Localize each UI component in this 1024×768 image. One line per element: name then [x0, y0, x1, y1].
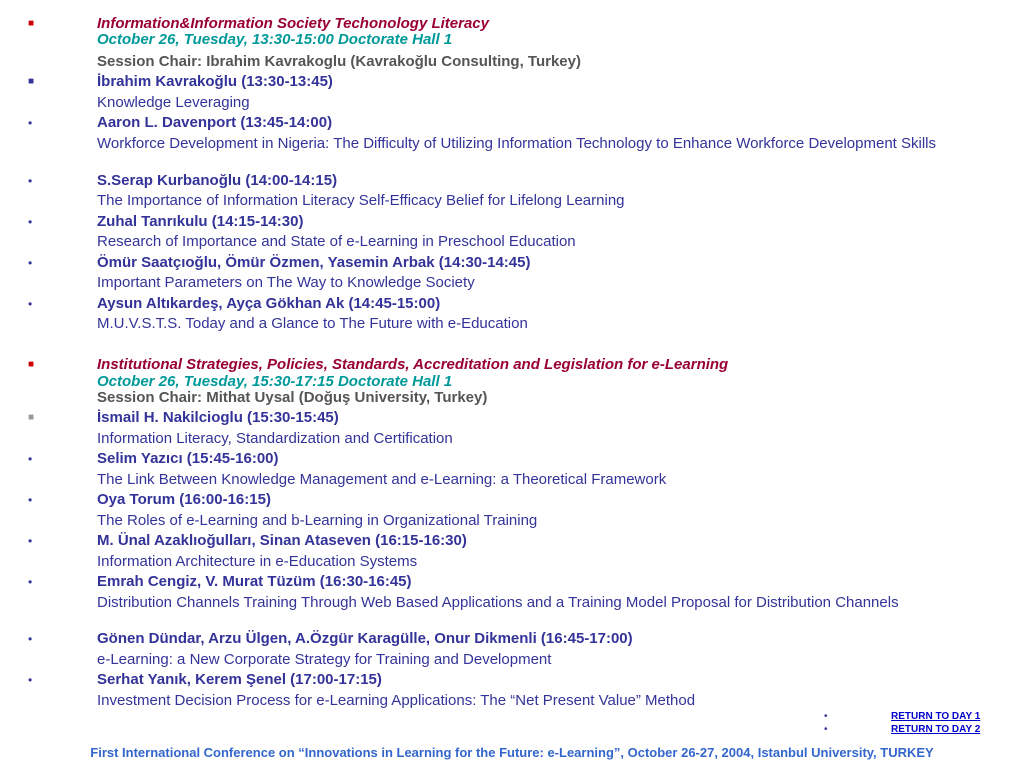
paper-title: Investment Decision Process for e-Learning Applications: The “Net Present Value” Method — [97, 692, 696, 709]
speaker: Aaron L. Davenport (13:45-14:00) — [97, 114, 333, 131]
speaker: M. Ünal Azaklıoğulları, Sinan Ataseven (16:15-16:30) — [97, 532, 467, 549]
paper-title: Important Parameters on The Way to Knowledge Society — [97, 274, 475, 291]
speaker: S.Serap Kurbanoğlu (14:00-14:15) — [97, 172, 338, 189]
paper-title: Workforce Development in Nigeria: The Difficulty of Utilizing Information Technology to Enhance Workforce Development Skills — [97, 135, 936, 152]
speaker: İbrahim Kavrakoğlu (13:30-13:45) — [97, 73, 333, 90]
bullet-icon: • — [28, 215, 33, 229]
speaker-bullet-icon: ■ — [28, 412, 35, 423]
paper-title: The Importance of Information Literacy Self-Efficacy Belief for Lifelong Learning — [97, 192, 625, 209]
paper-title: The Link Between Knowledge Management and e-Learning: a Theoretical Framework — [97, 471, 667, 488]
bullet-icon: • — [28, 575, 33, 589]
session-title: Institutional Strategies, Policies, Standards, Accreditation and Legislation for e-Learning — [97, 356, 729, 373]
session-bullet-icon: ■ — [28, 18, 35, 29]
bullet-icon: • — [28, 673, 33, 687]
speaker: İsmail H. Nakilcioglu (15:30-15:45) — [97, 409, 339, 426]
session-title: Information&Information Society Techonology Literacy — [97, 15, 489, 32]
session-chair: Session Chair: Ibrahim Kavrakoglu (Kavrakoğlu Consulting, Turkey) — [97, 53, 581, 70]
speaker: Zuhal Tanrıkulu (14:15-14:30) — [97, 213, 304, 230]
bullet-icon: • — [28, 493, 33, 507]
speaker: Gönen Dündar, Arzu Ülgen, A.Özgür Karagülle, Onur Dikmenli (16:45-17:00) — [97, 630, 633, 647]
session-date: October 26, Tuesday, 15:30-17:15 Doctorate Hall 1 — [97, 373, 453, 390]
speaker: Ömür Saatçıoğlu, Ömür Özmen, Yasemin Arbak (14:30-14:45) — [97, 254, 531, 271]
speaker: Aysun Altıkardeş, Ayça Gökhan Ak (14:45-15:00) — [97, 295, 441, 312]
bullet-icon: • — [28, 534, 33, 548]
paper-title: Information Literacy, Standardization and Certification — [97, 430, 453, 447]
speaker: Selim Yazıcı (15:45-16:00) — [97, 450, 279, 467]
session-chair: Session Chair: Mithat Uysal (Doğuş University, Turkey) — [97, 389, 488, 406]
paper-title: Knowledge Leveraging — [97, 94, 250, 111]
paper-title: Research of Importance and State of e-Learning in Preschool Education — [97, 233, 576, 250]
bullet-icon: • — [28, 632, 33, 646]
session-bullet-icon: ■ — [28, 359, 35, 370]
speaker: Emrah Cengiz, V. Murat Tüzüm (16:30-16:45) — [97, 573, 412, 590]
bullet-icon: • — [824, 724, 828, 735]
speaker: Oya Torum (16:00-16:15) — [97, 491, 271, 508]
return-to-day-1-link[interactable]: RETURN TO DAY 1 — [891, 711, 981, 722]
page-footer: First International Conference on “Innovations in Learning for the Future: e-Learning”, October 26-27, 2004, Istanbul University, TURKEY — [90, 745, 934, 760]
bullet-icon: • — [28, 256, 33, 270]
bullet-icon: • — [28, 297, 33, 311]
session-date: October 26, Tuesday, 13:30-15:00 Doctorate Hall 1 — [97, 31, 453, 48]
paper-title: The Roles of e-Learning and b-Learning in Organizational Training — [97, 512, 538, 529]
speaker-bullet-icon: ■ — [28, 76, 35, 87]
speaker: Serhat Yanık, Kerem Şenel (17:00-17:15) — [97, 671, 382, 688]
bullet-icon: • — [824, 711, 828, 722]
bullet-icon: • — [28, 116, 33, 130]
return-to-day-2-link[interactable]: RETURN TO DAY 2 — [891, 724, 981, 735]
paper-title: Distribution Channels Training Through Web Based Applications and a Training Model Proposal for Distribution Channels — [97, 594, 899, 611]
paper-title: M.U.V.S.T.S. Today and a Glance to The Future with e-Education — [97, 315, 528, 332]
bullet-icon: • — [28, 452, 33, 466]
bullet-icon: • — [28, 174, 33, 188]
paper-title: e-Learning: a New Corporate Strategy for Training and Development — [97, 651, 552, 668]
paper-title: Information Architecture in e-Education Systems — [97, 553, 418, 570]
